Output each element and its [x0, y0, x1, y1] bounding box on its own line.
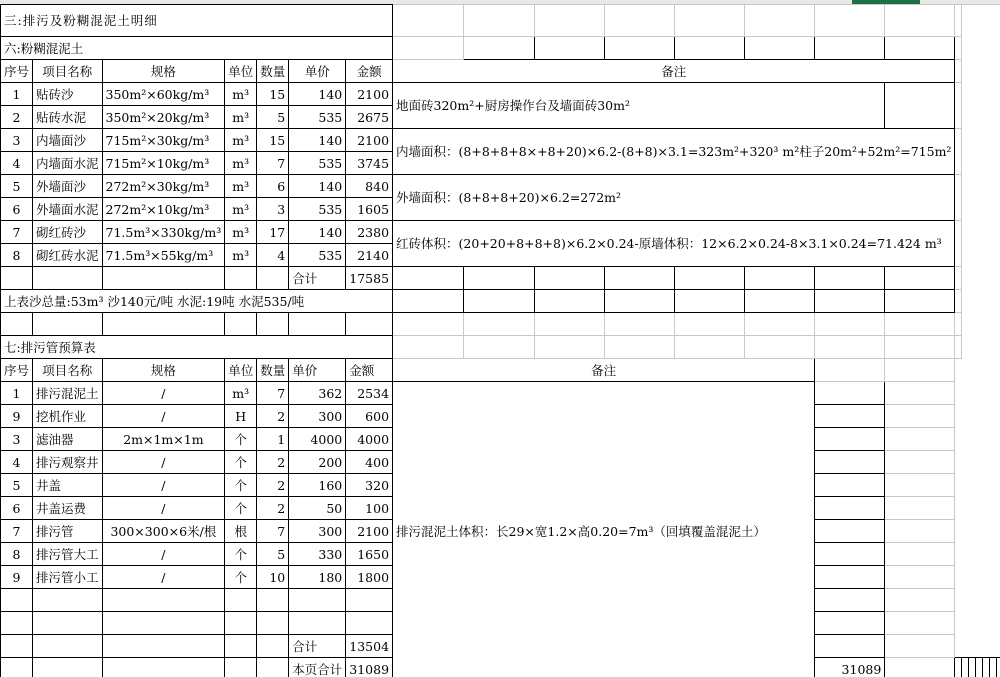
row-unit[interactable]: m³ — [225, 382, 257, 405]
empty-cell[interactable] — [885, 451, 955, 474]
remark-text: 地面砖320m²+厨房操作台及墙面砖30m² — [393, 83, 885, 129]
row-unit[interactable]: m³ — [225, 83, 257, 106]
empty-cell[interactable] — [605, 313, 675, 336]
table-row — [1, 221, 1000, 244]
row-spec[interactable]: 272m²×30kg/m³ — [102, 175, 225, 198]
row-price[interactable]: 140 — [289, 221, 346, 244]
empty-cell[interactable] — [535, 267, 605, 290]
row-unit[interactable]: m³ — [225, 129, 257, 152]
row-price[interactable]: 535 — [289, 106, 346, 129]
row-spec[interactable]: / — [102, 566, 225, 589]
empty-cell[interactable] — [815, 313, 885, 336]
empty-cell[interactable] — [815, 543, 885, 566]
row-unit[interactable]: 个 — [225, 451, 257, 474]
row-qty[interactable]: 7 — [257, 520, 289, 543]
row-amount[interactable]: 1605 — [346, 198, 393, 221]
empty-cell[interactable] — [745, 5, 815, 37]
header-unit: 单位 — [225, 60, 257, 83]
empty-cell[interactable] — [955, 221, 962, 267]
row-spec[interactable]: 272m²×10kg/m³ — [102, 198, 225, 221]
row-name[interactable]: 滤油器 — [33, 428, 103, 451]
total-value: 17585 — [346, 267, 393, 290]
row-qty[interactable]: 1 — [257, 428, 289, 451]
row-unit[interactable]: 个 — [225, 497, 257, 520]
empty-cell[interactable] — [962, 658, 969, 677]
empty-cell[interactable] — [815, 290, 885, 313]
table-row — [1, 129, 1000, 152]
row-name[interactable]: 挖机作业 — [33, 405, 103, 428]
row-spec[interactable]: / — [102, 474, 225, 497]
empty-cell[interactable] — [102, 589, 225, 612]
row-spec[interactable]: 350m²×60kg/m³ — [102, 83, 225, 106]
empty-cell[interactable] — [289, 589, 346, 612]
total-label: 合计 — [289, 267, 346, 290]
row-qty[interactable]: 15 — [257, 129, 289, 152]
header-no: 序号 — [1, 60, 33, 83]
row-unit[interactable]: m³ — [225, 106, 257, 129]
row-no[interactable]: 6 — [1, 497, 33, 520]
empty-cell[interactable] — [33, 658, 103, 677]
empty-cell[interactable] — [815, 267, 885, 290]
empty-cell[interactable] — [885, 428, 955, 451]
empty-cell[interactable] — [33, 612, 103, 635]
empty-cell[interactable] — [605, 336, 675, 359]
row-spec[interactable]: 71.5m³×55kg/m³ — [102, 244, 225, 267]
empty-cell[interactable] — [257, 267, 289, 290]
empty-cell[interactable] — [885, 543, 955, 566]
row-price[interactable]: 140 — [289, 83, 346, 106]
empty-cell[interactable] — [815, 428, 885, 451]
row-name[interactable]: 井盖 — [33, 474, 103, 497]
row-name[interactable]: 井盖运费 — [33, 497, 103, 520]
row-unit[interactable]: 个 — [225, 474, 257, 497]
row-name[interactable]: 贴砖水泥 — [33, 106, 103, 129]
empty-cell[interactable] — [675, 267, 745, 290]
empty-cell[interactable] — [983, 658, 990, 677]
empty-cell[interactable] — [393, 267, 464, 290]
page-title: 三:排污及粉糊混泥土明细 — [1, 5, 393, 37]
row-unit[interactable]: 根 — [225, 520, 257, 543]
empty-cell[interactable] — [33, 635, 103, 658]
empty-cell[interactable] — [102, 313, 225, 336]
row-qty[interactable]: 5 — [257, 106, 289, 129]
row-amount[interactable]: 2100 — [346, 129, 393, 152]
empty-cell[interactable] — [257, 658, 289, 677]
empty-cell[interactable] — [225, 267, 257, 290]
row-unit[interactable]: m³ — [225, 221, 257, 244]
table-row — [1, 382, 1000, 405]
row-amount[interactable]: 100 — [346, 497, 393, 520]
empty-cell[interactable] — [885, 267, 955, 290]
row-name[interactable]: 排污混泥土 — [33, 382, 103, 405]
empty-cell[interactable] — [346, 589, 393, 612]
empty-cell[interactable] — [535, 336, 605, 359]
row-amount[interactable]: 2100 — [346, 83, 393, 106]
row-amount[interactable]: 2534 — [346, 382, 393, 405]
row-amount[interactable]: 1800 — [346, 566, 393, 589]
empty-cell[interactable] — [225, 612, 257, 635]
empty-cell[interactable] — [675, 290, 745, 313]
row-no[interactable]: 9 — [1, 405, 33, 428]
header-qty: 数量 — [257, 359, 289, 382]
row-amount[interactable]: 2140 — [346, 244, 393, 267]
row-qty[interactable]: 2 — [257, 497, 289, 520]
row-no[interactable]: 2 — [1, 106, 33, 129]
empty-cell[interactable] — [225, 313, 257, 336]
empty-cell[interactable] — [33, 313, 103, 336]
empty-cell[interactable] — [815, 405, 885, 428]
empty-cell[interactable] — [464, 267, 535, 290]
empty-cell[interactable] — [257, 635, 289, 658]
empty-cell[interactable] — [1, 612, 33, 635]
row-no[interactable]: 4 — [1, 152, 33, 175]
header-amount: 金额 — [346, 359, 393, 382]
row-spec[interactable]: / — [102, 382, 225, 405]
header-name: 项目名称 — [33, 359, 103, 382]
empty-cell[interactable] — [885, 566, 955, 589]
remark-text: 排污混泥土体积：长29×宽1.2×高0.20=7m³（回填覆盖混泥土） — [393, 382, 815, 677]
row-name[interactable]: 外墙面沙 — [33, 175, 103, 198]
empty-cell[interactable] — [815, 635, 885, 658]
row-qty[interactable]: 5 — [257, 543, 289, 566]
empty-cell[interactable] — [815, 37, 885, 60]
header-spec: 规格 — [102, 359, 225, 382]
empty-cell[interactable] — [535, 290, 605, 313]
row-unit[interactable]: m³ — [225, 152, 257, 175]
empty-cell[interactable] — [815, 336, 885, 359]
row-amount[interactable]: 4000 — [346, 428, 393, 451]
empty-cell[interactable] — [885, 589, 955, 612]
row-qty[interactable]: 2 — [257, 405, 289, 428]
empty-cell[interactable] — [885, 382, 955, 405]
row-no[interactable]: 9 — [1, 566, 33, 589]
header-price: 单价 — [289, 359, 346, 382]
row-price[interactable]: 535 — [289, 152, 346, 175]
empty-cell[interactable] — [225, 589, 257, 612]
row-no[interactable]: 5 — [1, 474, 33, 497]
row-name[interactable]: 排污管大工 — [33, 543, 103, 566]
row-no[interactable]: 8 — [1, 244, 33, 267]
row-no[interactable]: 1 — [1, 382, 33, 405]
row-price[interactable]: 50 — [289, 497, 346, 520]
empty-cell[interactable] — [1, 313, 33, 336]
empty-cell[interactable] — [955, 60, 962, 83]
empty-cell[interactable] — [955, 83, 962, 129]
empty-cell[interactable] — [102, 612, 225, 635]
empty-cell[interactable] — [393, 5, 464, 37]
remark-text: 红砖体积：(20+20+8+8+8)×6.2×0.24-原墙体积：12×6.2×0.24-8×3.1×0.24=71.424 m³ — [393, 221, 955, 267]
row-qty[interactable]: 6 — [257, 175, 289, 198]
row-price[interactable]: 330 — [289, 543, 346, 566]
empty-cell[interactable] — [815, 382, 885, 405]
empty-cell[interactable] — [815, 497, 885, 520]
empty-cell[interactable] — [675, 37, 745, 60]
row-spec[interactable]: 71.5m³×330kg/m³ — [102, 221, 225, 244]
empty-cell[interactable] — [815, 612, 885, 635]
row-no[interactable]: 4 — [1, 451, 33, 474]
empty-cell[interactable] — [976, 658, 983, 677]
row-unit[interactable]: H — [225, 405, 257, 428]
empty-cell[interactable] — [955, 658, 962, 677]
empty-cell[interactable] — [885, 635, 955, 658]
empty-cell[interactable] — [885, 313, 955, 336]
empty-cell[interactable] — [464, 5, 535, 37]
empty-cell[interactable] — [102, 267, 225, 290]
empty-cell[interactable] — [815, 5, 885, 37]
row-spec[interactable]: 300×300×6米/根 — [102, 520, 225, 543]
empty-cell[interactable] — [393, 37, 464, 60]
row-price[interactable]: 535 — [289, 244, 346, 267]
row-spec[interactable]: 715m²×10kg/m³ — [102, 152, 225, 175]
row-spec[interactable]: 2m×1m×1m — [102, 428, 225, 451]
row-amount[interactable]: 320 — [346, 474, 393, 497]
row-qty[interactable]: 7 — [257, 382, 289, 405]
row-qty[interactable]: 10 — [257, 566, 289, 589]
row-spec[interactable]: 350m²×20kg/m³ — [102, 106, 225, 129]
row-amount[interactable]: 2380 — [346, 221, 393, 244]
page-total-copy[interactable]: 31089 — [815, 658, 885, 677]
empty-cell[interactable] — [885, 612, 955, 635]
empty-cell[interactable] — [675, 313, 745, 336]
row-amount[interactable]: 400 — [346, 451, 393, 474]
row-price[interactable]: 300 — [289, 520, 346, 543]
empty-cell[interactable] — [885, 474, 955, 497]
header-unit: 单位 — [225, 359, 257, 382]
row-amount[interactable]: 840 — [346, 175, 393, 198]
row-spec[interactable]: / — [102, 405, 225, 428]
empty-cell[interactable] — [955, 5, 962, 37]
empty-cell[interactable] — [815, 566, 885, 589]
summary-text: 上表沙总量:53m³ 沙140元/吨 水泥:19吨 水泥535/吨 — [1, 290, 393, 313]
row-name[interactable]: 外墙面水泥 — [33, 198, 103, 221]
empty-cell[interactable] — [955, 290, 962, 313]
empty-cell[interactable] — [885, 497, 955, 520]
row-price[interactable]: 300 — [289, 405, 346, 428]
row-qty[interactable]: 4 — [257, 244, 289, 267]
sheet-grid — [0, 4, 1000, 677]
empty-cell[interactable] — [535, 37, 605, 60]
header-qty: 数量 — [257, 60, 289, 83]
row-spec[interactable]: 715m²×30kg/m³ — [102, 129, 225, 152]
row-name[interactable]: 排污管小工 — [33, 566, 103, 589]
empty-cell[interactable] — [745, 313, 815, 336]
row-no[interactable]: 3 — [1, 129, 33, 152]
header-name: 项目名称 — [33, 60, 103, 83]
empty-cell[interactable] — [535, 5, 605, 37]
row-no[interactable]: 3 — [1, 428, 33, 451]
empty-cell[interactable] — [393, 290, 464, 313]
row-amount[interactable]: 3745 — [346, 152, 393, 175]
row-qty[interactable]: 15 — [257, 83, 289, 106]
empty-cell[interactable] — [885, 405, 955, 428]
row-qty[interactable]: 3 — [257, 198, 289, 221]
empty-cell[interactable] — [955, 267, 962, 290]
row-no[interactable]: 7 — [1, 221, 33, 244]
empty-cell[interactable] — [815, 451, 885, 474]
row-spec[interactable]: / — [102, 497, 225, 520]
empty-cell[interactable] — [464, 336, 535, 359]
row-price[interactable]: 140 — [289, 175, 346, 198]
empty-cell[interactable] — [257, 313, 289, 336]
row-name[interactable]: 内墙面水泥 — [33, 152, 103, 175]
row-name[interactable]: 砌红砖水泥 — [33, 244, 103, 267]
empty-cell[interactable] — [102, 635, 225, 658]
empty-cell[interactable] — [1, 658, 33, 677]
empty-cell[interactable] — [745, 336, 815, 359]
empty-cell[interactable] — [225, 635, 257, 658]
empty-cell[interactable] — [289, 313, 346, 336]
empty-cell[interactable] — [257, 612, 289, 635]
row-spec[interactable]: / — [102, 451, 225, 474]
empty-cell[interactable] — [885, 83, 955, 129]
row-unit[interactable]: m³ — [225, 198, 257, 221]
row-qty[interactable]: 2 — [257, 474, 289, 497]
empty-cell[interactable] — [605, 37, 675, 60]
empty-cell[interactable] — [535, 313, 605, 336]
row-price[interactable]: 535 — [289, 198, 346, 221]
row-price[interactable]: 200 — [289, 451, 346, 474]
row-qty[interactable]: 17 — [257, 221, 289, 244]
empty-cell[interactable] — [464, 37, 535, 60]
empty-cell[interactable] — [990, 658, 997, 677]
empty-cell[interactable] — [955, 313, 962, 336]
row-price[interactable]: 4000 — [289, 428, 346, 451]
empty-cell[interactable] — [815, 474, 885, 497]
empty-cell[interactable] — [393, 336, 464, 359]
empty-cell[interactable] — [745, 267, 815, 290]
empty-cell[interactable] — [346, 612, 393, 635]
row-unit[interactable]: m³ — [225, 244, 257, 267]
row-price[interactable]: 140 — [289, 129, 346, 152]
empty-cell[interactable] — [815, 520, 885, 543]
empty-cell[interactable] — [815, 589, 885, 612]
empty-cell[interactable] — [393, 313, 464, 336]
empty-cell[interactable] — [1, 635, 33, 658]
empty-cell[interactable] — [464, 313, 535, 336]
empty-cell[interactable] — [885, 658, 955, 677]
empty-cell[interactable] — [885, 5, 955, 37]
empty-cell[interactable] — [257, 589, 289, 612]
empty-cell[interactable] — [955, 129, 962, 175]
empty-cell[interactable] — [955, 175, 962, 221]
row-no[interactable]: 5 — [1, 175, 33, 198]
empty-cell[interactable] — [885, 336, 955, 359]
row-price[interactable]: 160 — [289, 474, 346, 497]
header-no: 序号 — [1, 359, 33, 382]
empty-cell[interactable] — [102, 658, 225, 677]
row-unit[interactable]: 个 — [225, 543, 257, 566]
row-unit[interactable]: 个 — [225, 566, 257, 589]
header-amount: 金额 — [346, 60, 393, 83]
page-total-label: 本页合计 — [289, 658, 346, 677]
empty-cell[interactable] — [605, 290, 675, 313]
empty-cell[interactable] — [885, 290, 955, 313]
empty-cell[interactable] — [1, 589, 33, 612]
total-label: 合计 — [289, 635, 346, 658]
row-spec[interactable]: / — [102, 543, 225, 566]
empty-cell[interactable] — [33, 589, 103, 612]
row-name[interactable]: 砌红砖沙 — [33, 221, 103, 244]
empty-cell[interactable] — [605, 267, 675, 290]
header-remark: 备注 — [393, 60, 955, 83]
empty-cell[interactable] — [885, 37, 955, 60]
row-no[interactable]: 7 — [1, 520, 33, 543]
row-name[interactable]: 排污观察井 — [33, 451, 103, 474]
remark-text: 外墙面积：(8+8+8+20)×6.2=272m² — [393, 175, 955, 221]
empty-cell[interactable] — [1, 267, 33, 290]
section7-heading: 七:排污管预算表 — [1, 336, 393, 359]
empty-cell[interactable] — [33, 267, 103, 290]
empty-cell[interactable] — [885, 359, 955, 382]
row-no[interactable]: 8 — [1, 543, 33, 566]
table-row — [1, 175, 1000, 198]
page-total-value: 31089 — [346, 658, 393, 677]
empty-cell[interactable] — [675, 5, 745, 37]
empty-cell[interactable] — [745, 290, 815, 313]
row-price[interactable]: 180 — [289, 566, 346, 589]
row-unit[interactable]: 个 — [225, 428, 257, 451]
total-value: 13504 — [346, 635, 393, 658]
remark-text: 内墙面积：(8+8+8+8×+8+20)×6.2-(8+8)×3.1=323m²+320³ m²柱子20m²+52m²=715m² — [393, 129, 955, 175]
row-amount[interactable]: 600 — [346, 405, 393, 428]
row-no[interactable]: 6 — [1, 198, 33, 221]
section6-heading: 六:粉糊混泥土 — [1, 37, 393, 60]
row-amount[interactable]: 1650 — [346, 543, 393, 566]
row-unit[interactable]: m³ — [225, 175, 257, 198]
row-qty[interactable]: 7 — [257, 152, 289, 175]
empty-cell[interactable] — [346, 313, 393, 336]
row-name[interactable]: 内墙面沙 — [33, 129, 103, 152]
empty-cell[interactable] — [289, 612, 346, 635]
row-name[interactable]: 贴砖沙 — [33, 83, 103, 106]
empty-cell[interactable] — [225, 658, 257, 677]
row-amount[interactable]: 2100 — [346, 520, 393, 543]
empty-cell[interactable] — [675, 336, 745, 359]
empty-cell[interactable] — [955, 336, 962, 359]
row-amount[interactable]: 2675 — [346, 106, 393, 129]
row-price[interactable]: 362 — [289, 382, 346, 405]
empty-cell[interactable] — [605, 5, 675, 37]
empty-cell[interactable] — [969, 658, 976, 677]
empty-cell[interactable] — [464, 290, 535, 313]
empty-cell[interactable] — [885, 520, 955, 543]
row-name[interactable]: 排污管 — [33, 520, 103, 543]
empty-cell[interactable] — [815, 359, 885, 382]
row-qty[interactable]: 2 — [257, 451, 289, 474]
header-remark: 备注 — [393, 359, 815, 382]
table-row — [1, 83, 1000, 106]
header-price: 单价 — [289, 60, 346, 83]
row-no[interactable]: 1 — [1, 83, 33, 106]
empty-cell[interactable] — [955, 37, 962, 60]
empty-cell[interactable] — [745, 37, 815, 60]
header-spec: 规格 — [102, 60, 225, 83]
